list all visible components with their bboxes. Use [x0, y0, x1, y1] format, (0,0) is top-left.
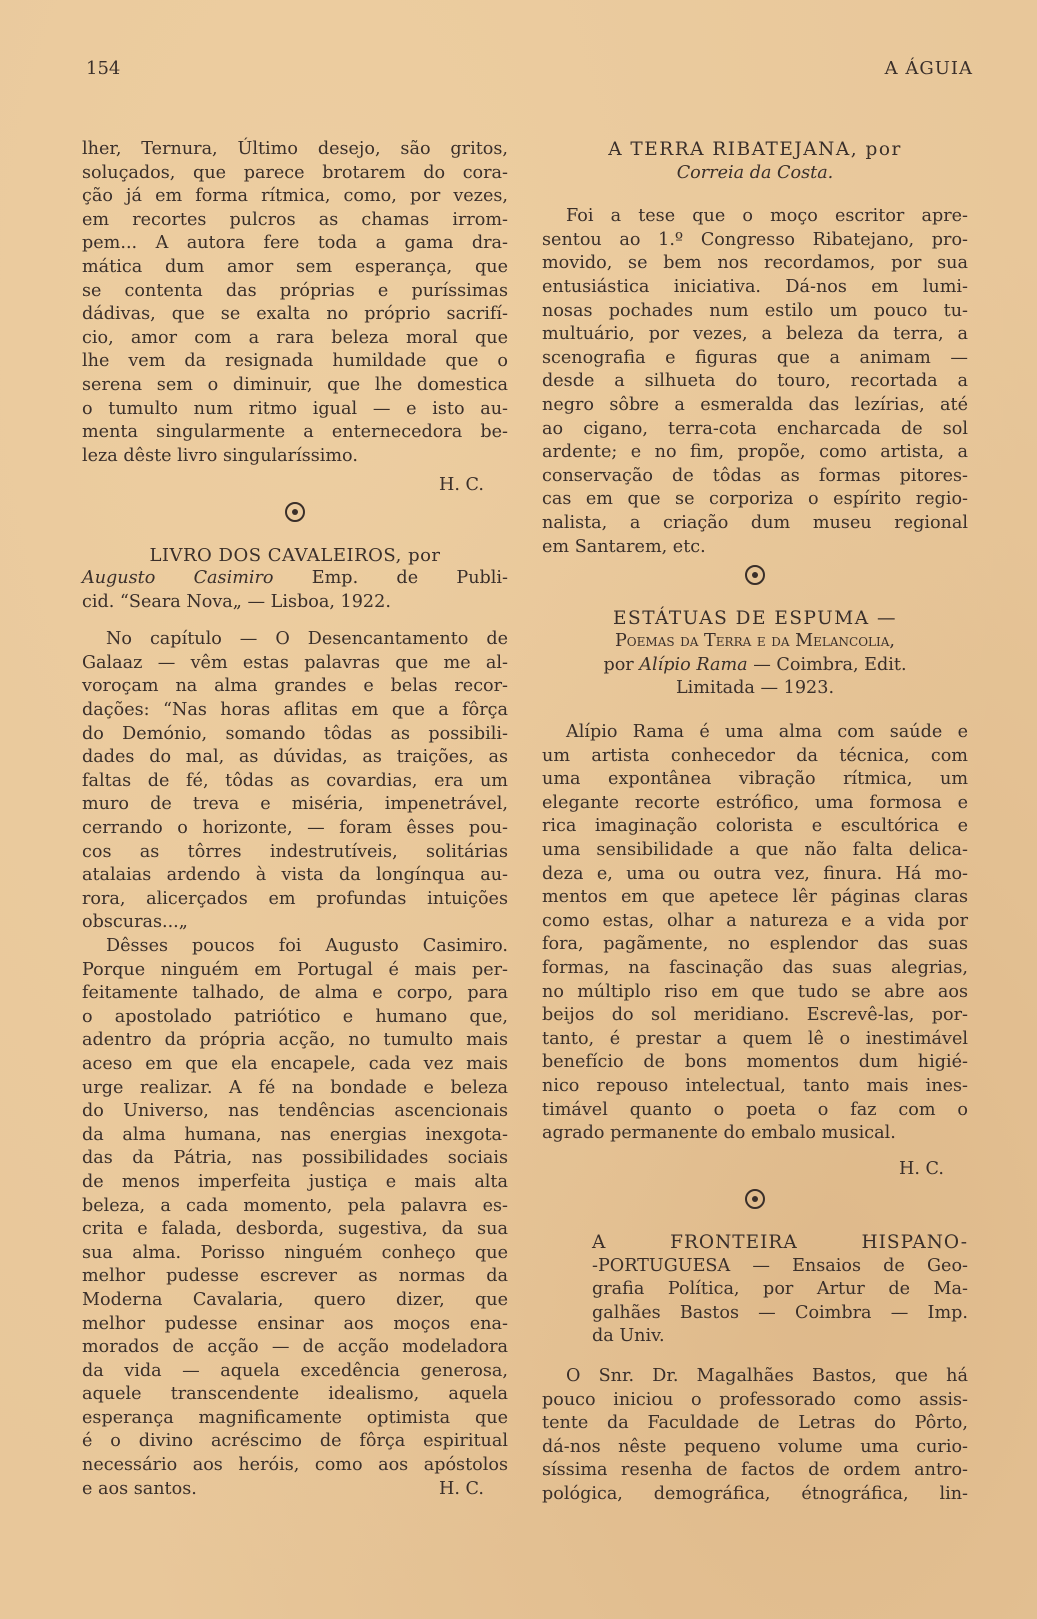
text-line: pouco iniciou o professorado como assis-	[542, 1389, 968, 1410]
right-column	[542, 138, 968, 1506]
review4-author: Alípio Rama	[639, 654, 748, 675]
review4-by: por	[603, 654, 634, 675]
text-line: tanto, é prestar a quem lê o inestimável	[542, 1028, 968, 1049]
review5-title-line: A FRONTEIRA HISPANO-	[592, 1231, 968, 1253]
running-head	[86, 58, 973, 86]
text-line: no múltiplo riso em que tudo se abre aos	[542, 981, 968, 1002]
text-line: nosas pochades num estilo um pouco tu-	[542, 300, 968, 321]
separator-ornament	[542, 565, 968, 593]
text-line: ardente; e no fim, propõe, como artista, a	[542, 442, 968, 463]
text-line: do Demónio, somando tôdas as possibili-	[82, 723, 508, 744]
review2-author: Augusto Casimiro	[82, 568, 274, 589]
review4-pub-line-2: Limitada — 1923.	[675, 678, 835, 699]
text-line: deza e, uma ou outra vez, finura. Há mo-	[542, 863, 968, 884]
text-line: cas em que se corporiza o espírito regio-	[542, 489, 968, 510]
text-line: cerrando o horizonte, — foram êsses pou-	[82, 818, 508, 839]
text-line: muro de treva e miséria, impenetrável,	[82, 794, 508, 815]
text-line: tente da Faculdade de Letras do Pôrto,	[542, 1413, 968, 1434]
text-line: esperança magnificamente optimista que	[82, 1407, 508, 1428]
text-line: atalaias ardendo à vista da longínqua au-	[82, 865, 508, 886]
text-line: rora, alicerçados em profundas intuições	[82, 888, 508, 909]
text-line: fora, pagãmente, no esplendor das suas	[542, 934, 968, 955]
text-line: crita e falada, desborda, sugestiva, da sua	[82, 1219, 508, 1240]
review3-title: A TERRA RIBATEJANA, por	[608, 139, 902, 160]
text-line: desde a silhueta do touro, recortada a	[542, 371, 968, 392]
text-line: pem... A autora fere toda a gama dra-	[82, 233, 508, 254]
review5-title-line: galhães Bastos — Coimbra — Imp.	[592, 1302, 968, 1323]
text-line: scenografia e figuras que a animam —	[542, 347, 968, 368]
journal-title: A ÁGUIA	[884, 58, 973, 79]
review5-title-line: -PORTUGUESA — Ensaios de Geo-	[592, 1255, 968, 1276]
text-line: obscuras...„	[82, 912, 188, 933]
text-line: dádivas, que se exalta no próprio sacrifí-	[82, 304, 508, 325]
text-line: cio, amor com a rara beleza moral que	[82, 327, 508, 348]
text-line: lher, Ternura, Último desejo, são gritos,	[82, 139, 508, 159]
text-line: Porque ninguém em Portugal é mais per-	[82, 959, 508, 980]
text-line: se contenta das próprias e puríssimas	[82, 280, 508, 301]
text-line: beleza, a cada momento, pela palavra es-	[82, 1195, 508, 1216]
page-number: 154	[86, 58, 121, 79]
text-line: soluçados, que parece brotarem do cora-	[82, 162, 508, 183]
text-line: Foi a tese que o moço escritor apre-	[566, 206, 968, 227]
text-line: mática dum amor sem esperança, que	[82, 256, 508, 277]
text-line: da alma humana, nas energias inexgota-	[82, 1124, 508, 1145]
text-line: movido, se bem nos recordamos, por sua	[542, 253, 968, 274]
text-line: e aos santos.	[82, 1478, 197, 1499]
review5-title-line: grafia Política, por Artur de Ma-	[592, 1279, 968, 1300]
circle-dot-icon	[745, 565, 765, 585]
text-line: formas, na fascinação das suas alegrias,	[542, 958, 968, 978]
review2-title: LIVRO DOS CAVALEIROS, por	[149, 544, 441, 566]
text-line: elegante recorte estrófico, uma formosa e	[542, 792, 968, 813]
text-line: do Universo, nas tendências ascencionais	[82, 1101, 508, 1122]
text-line: feitamente talhado, de alma e corpo, para	[82, 983, 508, 1004]
text-line: aquele transcendente idealismo, aquela	[82, 1384, 508, 1405]
review5-title-line: da Univ.	[592, 1326, 665, 1347]
text-line: aceso em que ela encapele, cada vez mais	[82, 1053, 508, 1074]
text-line: necessário aos heróis, como aos apóstolos	[82, 1455, 508, 1476]
text-line: melhor pudesse escrever as normas da	[82, 1266, 508, 1287]
text-line: mentos em que apetece lêr páginas claras	[542, 887, 968, 908]
text-line: dações: “Nas horas aflitas em que a fôrça	[82, 700, 508, 721]
text-line: Galaaz — vêm estas palavras que me al-	[82, 652, 508, 673]
review2-pub-line-2: cid. “Seara Nova„ — Lisboa, 1922.	[82, 591, 391, 612]
review4-pub-line	[542, 654, 968, 678]
review5-body	[542, 1365, 968, 1507]
text-line: em Santarem, etc.	[542, 536, 706, 557]
text-line: negro sôbre a esmeralda das lezírias, até	[542, 394, 968, 415]
text-line: dades do mal, as dúvidas, as traições, as	[82, 747, 508, 768]
text-line: O Snr. Dr. Magalhães Bastos, que há	[566, 1365, 968, 1386]
text-line: No capítulo — O Desencantamento de	[106, 629, 508, 650]
text-line: um artista conhecedor da técnica, com	[542, 745, 968, 766]
review3-body	[542, 205, 968, 559]
text-line: pológica, demográfica, étnográfica, lin-	[542, 1483, 968, 1504]
text-line: Alípio Rama é uma alma com saúde e	[566, 722, 968, 743]
text-line: entusiástica iniciativa. Dá-nos em lumi-	[542, 276, 968, 297]
text-line: rica imaginação colorista e escultórica e	[542, 816, 968, 837]
circle-dot-icon	[745, 1189, 765, 1209]
text-line: beijos do sol meridiano. Escrevê-las, por-	[542, 1005, 968, 1026]
text-line: como estas, olhar a natureza e a vida por	[542, 910, 968, 931]
circle-dot-icon	[285, 502, 305, 522]
review4-heading	[542, 607, 968, 701]
text-line: o tumulto num ritmo igual — e isto au-	[82, 398, 508, 419]
text-line: urge realizar. A fé na bondade e beleza	[82, 1077, 508, 1098]
text-line: dá-nos nêste pequeno volume uma curio-	[542, 1436, 968, 1457]
text-line: agrado permanente do embalo musical.	[542, 1123, 896, 1144]
review4-signature: H. C.	[899, 1158, 944, 1179]
text-line: das da Pátria, nas possibilidades sociais	[82, 1148, 508, 1169]
left-column	[82, 138, 508, 1502]
separator-ornament	[82, 502, 508, 530]
text-line: nico repouso intelectual, tanto mais ines-	[542, 1075, 968, 1096]
text-line: sentou ao 1.º Congresso Ribatejano, pro-	[542, 229, 968, 250]
text-line: ao cigano, terra-cota encharcada de sol	[542, 418, 968, 439]
review2-signature: H. C.	[439, 1479, 484, 1500]
review5-heading	[542, 1231, 968, 1349]
text-line: uma sensibilidade a que não falta delica-	[542, 840, 968, 861]
text-line: é o divino acréscimo de fôrça espiritual	[82, 1431, 508, 1452]
text-line: melhor pudesse ensinar aos moços ena-	[82, 1313, 508, 1334]
review2-pub-line	[82, 567, 508, 591]
text-line: ção já em forma rítmica, como, por vezes,	[82, 186, 508, 207]
text-line: Dêsses poucos foi Augusto Casimiro.	[106, 936, 508, 956]
text-line: timável quanto o poeta o faz com o	[542, 1099, 968, 1120]
text-line: da vida — aquela excedência generosa,	[82, 1360, 508, 1381]
text-line: o apostolado patriótico e humano que,	[82, 1006, 508, 1027]
review4-subtitle: Poemas da Terra e da Melancolia,	[614, 631, 896, 652]
text-line: de menos imperfeita justiça e mais alta	[82, 1171, 508, 1192]
review3-author: Correia da Costa.	[676, 162, 834, 183]
review4-title: ESTÁTUAS DE ESPUMA —	[613, 607, 897, 629]
text-line: em recortes pulcros as chamas irrom-	[82, 209, 508, 230]
review2-heading	[82, 544, 508, 615]
review2-body	[82, 628, 508, 1501]
text-line: conservação de tôdas as formas pitores-	[542, 465, 968, 486]
text-line: morados de acção — de acção modeladora	[82, 1337, 508, 1358]
text-line: síssima resenha de factos de ordem antro-	[542, 1460, 968, 1481]
text-line: cos as tôrres indestrutíveis, solitárias	[82, 841, 508, 862]
text-line: benefício de bons momentos dum higié-	[542, 1052, 968, 1073]
review2-publisher: Emp. de Publi-	[311, 568, 508, 589]
text-line: lhe vem da resignada humildade que o	[82, 351, 508, 372]
text-line: nalista, a criação dum museu regional	[542, 512, 968, 533]
text-line: menta singularmente a enternecedora be-	[82, 422, 508, 443]
text-line: Moderna Cavalaria, quero dizer, que	[82, 1289, 508, 1310]
text-line: faltas de fé, tôdas as covardias, era um	[82, 770, 508, 791]
text-line: multuário, por vezes, a beleza da terra, a	[542, 324, 968, 345]
review3-heading	[542, 138, 968, 185]
review4-publisher: — Coimbra, Edit.	[753, 654, 907, 675]
text-line: leza dêste livro singularíssimo.	[82, 445, 358, 466]
text-line: sua alma. Porisso ninguém conheço que	[82, 1242, 508, 1263]
text-line: adentro da própria acção, no tumulto mais	[82, 1030, 508, 1051]
text-line: voroçam na alma grandes e belas recor-	[82, 676, 508, 697]
text-line: serena sem o diminuir, que lhe domestica	[82, 374, 508, 395]
text-line: uma expontânea vibração rítmica, um	[542, 769, 968, 790]
review1-body	[82, 138, 508, 468]
separator-ornament	[542, 1189, 968, 1217]
review1-signature: H. C.	[439, 475, 484, 496]
review4-body	[542, 721, 968, 1146]
